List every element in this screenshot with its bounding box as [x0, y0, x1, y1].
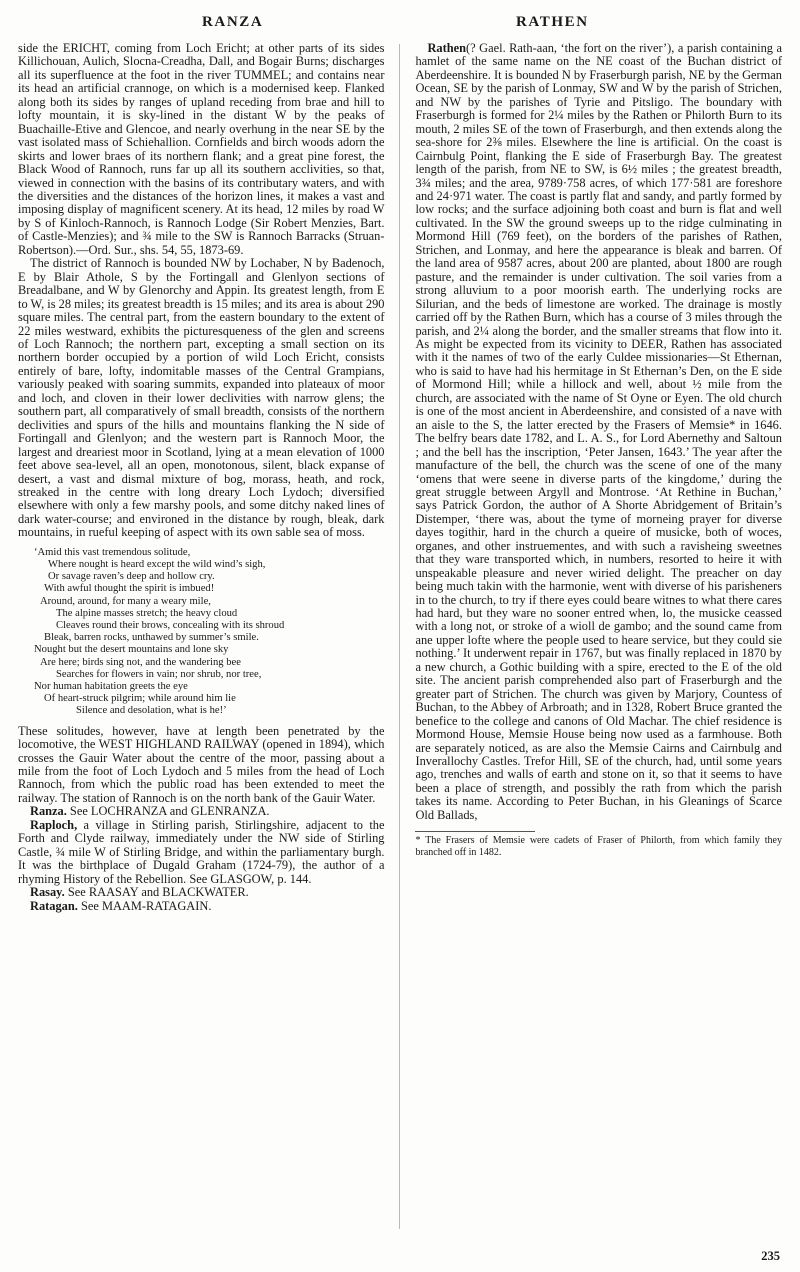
verse-line: Where nought is heard except the wild wind’s sigh, [48, 558, 266, 570]
entry-text: See MAAM-RATAGAIN. [77, 898, 212, 913]
entry-text: (? Gael. Rath-aan, ‘the fort on the river’), a parish containing a hamlet of the same name on the NE coast of the Buchan district of Aberdeenshire. It is bounded N by Fraserburgh parish, NE by the German Ocean, SE by the parish of Lonmay, SW and W by the parish of Strichen, and NW by the parishes of Tyrie and Pitsligo. The boundary with Fraserburgh is formed for 2¼ miles by the Rathen or Philorth Burn to its mouth, 2 miles SE of the town of Fraserburgh, and then extends along the sea-shore for 2⅜ miles. Elsewhere the line is artificial. On the coast is Cairnbulg Point, flanking the E side of Fraserburgh Bay. The greatest length of the parish, from NE to SW, is 6½ miles ; the greatest breadth, 3¾ miles; and the area, 9789·758 acres, of which 177·581 are foreshore and 24·971 water. The coast is partly flat and sandy, and partly formed by low rocks; and the surface adjoining both coast and burn is flat and well cultivated. In the SW the ground sweeps up to the ridge culminating in Mormond Hill (769 feet), on the borders of the parishes of Rathen, Strichen, and Lonmay, and here the appearance is bleak and barren. Of the land area of 9587 acres, about 200 are planted, about 1800 are rough pasture, and the remainder is under cultivation. The soil varies from a strong alluvium to a poor moorish earth. The underlying rocks are Silurian, and the beds of limestone are worked. The drainage is mostly carried off by the Rathen Burn, which has a course of 3 miles through the parish, and 2¼ along the border, and the smaller streams that flow into it. As might be expected from its vicinity to DEER, Rathen has associated with it the names of two of the early Culdee missionaries—St Ethernan, who is said to have had his hermitage in St Ethernan’s Den, on the E side of Mormond Hill; while a hillock and well, about ½ mile from the church, are associated with the name of St Oyne or Eyen. The old church is one of the most ancient in Aberdeenshire, and consisted of a nave with an aisle to the S, the latter erected by the Frasers of Memsie* in 1646. The belfry bears date 1782, and L. A. S., for Lord Abernethy and Saltoun ; and the bell has the inscription, ‘Peter Jansen, 1643.’ The year after the manufacture of the bell, the church was the scene of one of the many ‘omens that were seene in diverse parts of the kingdome,’ during the great struggle between Argyll and Montrose. ‘At Rethine in Buchan,’ says Patrick Gordon, the author of A Shorte Abridgement of Britain’s Distemper, ‘there was, about the tyme of morneing prayer for diverse dayes togithir, hard in the church a queire of musicke, both of woces, organes, and other instruementes, and with such a ravisheing sweetnes that they ware transported which, in numbers, resorted to heire it with unspeakable pleasure and never wiried delight. The preacher on day being much takin with the harmonie, went with diverse of his parisheners in to the church, to try if there eyes could beare witnes to what there cares had hard, but they ware no sooner entred when, lo, the musicke ceassed with a long not, or stroke of a wioll de gambo; and the sound came from ane upper lofte where the people used to heare service, but they could sie nothing.’ It underwent repair in 1767, but was finally replaced in 1870 by a new church, a Gothic building with a spire, erected to the E of the old site. The ancient parish comprehended also part of Fraserburgh and the greater part of Strichen. The church was given by Marjory, Countess of Buchan, to the Abbey of Arbroath; and in 1328, Robert Bruce granted the benefice to the college and canons of Old Machar. The chief residence is Mormond House, Memsie House being now used as a farmhouse. Both are separately noticed, as are also the Memsie Cairns and Cairnbulg and Inverallochy Castles. Trefor Hill, SE of the church, had, until some years ago, trenches and walls of earth and stone on it, so that it seems to have been a place of strength, and possibly the rath from which the parish takes its name. According to Peter Buchan, in his Gleanings of Scarce Old Ballads, [415, 41, 782, 822]
verse-line: Or savage raven’s deep and hollow cry. [48, 571, 215, 583]
verse-line: Nor human habitation greets the eye [34, 681, 188, 692]
entry-text: See LOCHRANZA and GLENRANZA. [66, 804, 270, 819]
entry-headword: Ratagan. [30, 898, 78, 913]
verse-line: With awful thought the spirit is imbued! [44, 583, 215, 595]
entry-headword: Ranza. [30, 804, 67, 819]
verse-line: Around, around, for many a weary mile, [40, 595, 211, 607]
dictionary-entry [415, 42, 782, 822]
right-column [403, 42, 782, 858]
verse-line: Of heart-struck pilgrim; while around him lie [44, 693, 236, 705]
verse-block [18, 547, 385, 718]
two-column-body [18, 42, 782, 1252]
entry-text: a village in Stirling parish, Stirlingshire, adjacent to the Forth and Clyde railway, immediately under the NW side of Stirling Castle, ¾ mile W of Stirling Bridge, and within the parliamentary burgh. It was the birthplace of Dugald Graham (1724-79), the author of a rhyming History of the Rebellion. See GLASGOW, p. 144. [18, 817, 385, 886]
verse-line: Silence and desolation, what is he!’ [76, 705, 227, 717]
paragraph: The district of Rannoch is bounded NW by Lochaber, N by Badenoch, E by Blair Athole, S by the Fortingall and Glenlyon sections of Breadalbane, and W by Glenorchy and Appin. Its greatest length, from E to W, is 28 miles; its greatest breadth is 15 miles; and its area is about 290 square miles. The central part, from the eastern boundary to the extent of 22 miles westward, exhibits the picturesqueness of the glen and screens of Loch Rannoch; the northern part, excepting a small section on its northern border occupied by a portion of wild Loch Ericht, consists entirely of bare, lofty, indomitable masses of the Central Grampians, variously peaked with soaring summits, expanded into plateaux of moor and loch, and cloven in their lower declivities with narrow glens; the southern part, all comparatively of small breadth, consists of the northern declivities and spurs of the hills and mountains flanking the N side of Fortingall and Glenlyon; and the western part is Rannoch Moor, the largest and dreariest moor in Scotland, lying at a mean elevation of 1000 feet above sea-level, all an open, monotonous, silent, black expanse of desert, a vast and dismal mixture of bog, morass, heath, and rock, streaked in the centre with long dreary Loch Lydoch; diversified elsewhere with only a few marshy pools, and some ditchy naked lines of dark water-course; and environed in the distance by rough, bleak, dark mountains, in rueful keeping of aspect with its own sable sea of moss. [18, 256, 385, 540]
verse-line: Are here; birds sing not, and the wandering bee [40, 656, 241, 668]
dictionary-entry [18, 819, 385, 886]
verse-line: Nought but the desert mountains and lone sky [34, 644, 229, 656]
dictionary-entry [18, 805, 385, 818]
dictionary-entry [18, 886, 385, 899]
verse-line: Cleaves round their brows, concealing with its shroud [56, 619, 285, 631]
entry-headword: Rasay. [30, 885, 65, 900]
verse-line: ‘Amid this vast tremendous solitude, [34, 546, 191, 558]
dictionary-entry [18, 900, 385, 913]
footnote-text: * The Frasers of Memsie were cadets of Fraser of Philorth, from which family they branched off in 1482. [415, 835, 782, 858]
column-divider [399, 44, 400, 1229]
verse-line: Searches for flowers in vain; nor shrub, nor tree, [56, 668, 262, 680]
headline-left: RANZA [202, 14, 264, 30]
entry-headword: Rathen [427, 41, 467, 55]
paragraph: These solitudes, however, have at length been penetrated by the locomotive, the WEST HIGHLAND RAILWAY (opened in 1894), which crosses the Gauir Water about the centre of the moor, passing about a mile from the foot of Loch Lydoch and 5 miles from the head of Loch Rannoch, from which the public road has been extended to meet the railway. The station of Rannoch is on the north bank of the Gauir Water. [18, 723, 385, 805]
paragraph: side the ERICHT, coming from Loch Ericht; at other parts of its sides Killichouan, Aulich, Slocna-Creadha, Dall, and Bogair Burns; discharges all its superfluence at the foot in the river TUMMEL; and contains near its head an artificial crannoge, on which is a modernised keep. Flanked along both its sides by ranges of upland receding from brae and hill to lofty mountain, it is sky-lined in the distant W by the peaks of Buachaille-Etive and Glencoe, and nearly overhung in the near SE by the vast isolated mass of Schiehallion. Cornfields and birch woods adorn the skirts and lower braes of its northern flank; and a great pine forest, the Black Wood of Rannoch, runs far up all its southern acclivities, so that, viewed in connection with the basins of its contributary waters, and with the diversities and the distances of the horizon lines, it makes a vast and imposing display of magnificent scenery. At its head, 12 miles by road W by S of Kinloch-Rannoch, is Rannoch Lodge (Sir Robert Menzies, Bart. of Castle-Menzies); and ¾ mile to the SW is Rannoch Barracks (Struan-Robertson).—Ord. Sur., shs. 54, 55, 1873-69. [18, 41, 385, 257]
page-headlines [18, 14, 782, 40]
page-number: 235 [761, 1249, 780, 1263]
entry-headword: Raploch, [30, 817, 78, 832]
left-column [18, 42, 395, 913]
verse-line: Bleak, barren rocks, unthawed by summer’s smile. [44, 632, 259, 644]
verse-line: The alpine masses stretch; the heavy cloud [56, 607, 238, 619]
footnote-rule [415, 831, 535, 832]
footnote [415, 828, 782, 858]
headline-right: RATHEN [516, 14, 589, 30]
entry-text: See RAASAY and BLACKWATER. [64, 885, 249, 900]
